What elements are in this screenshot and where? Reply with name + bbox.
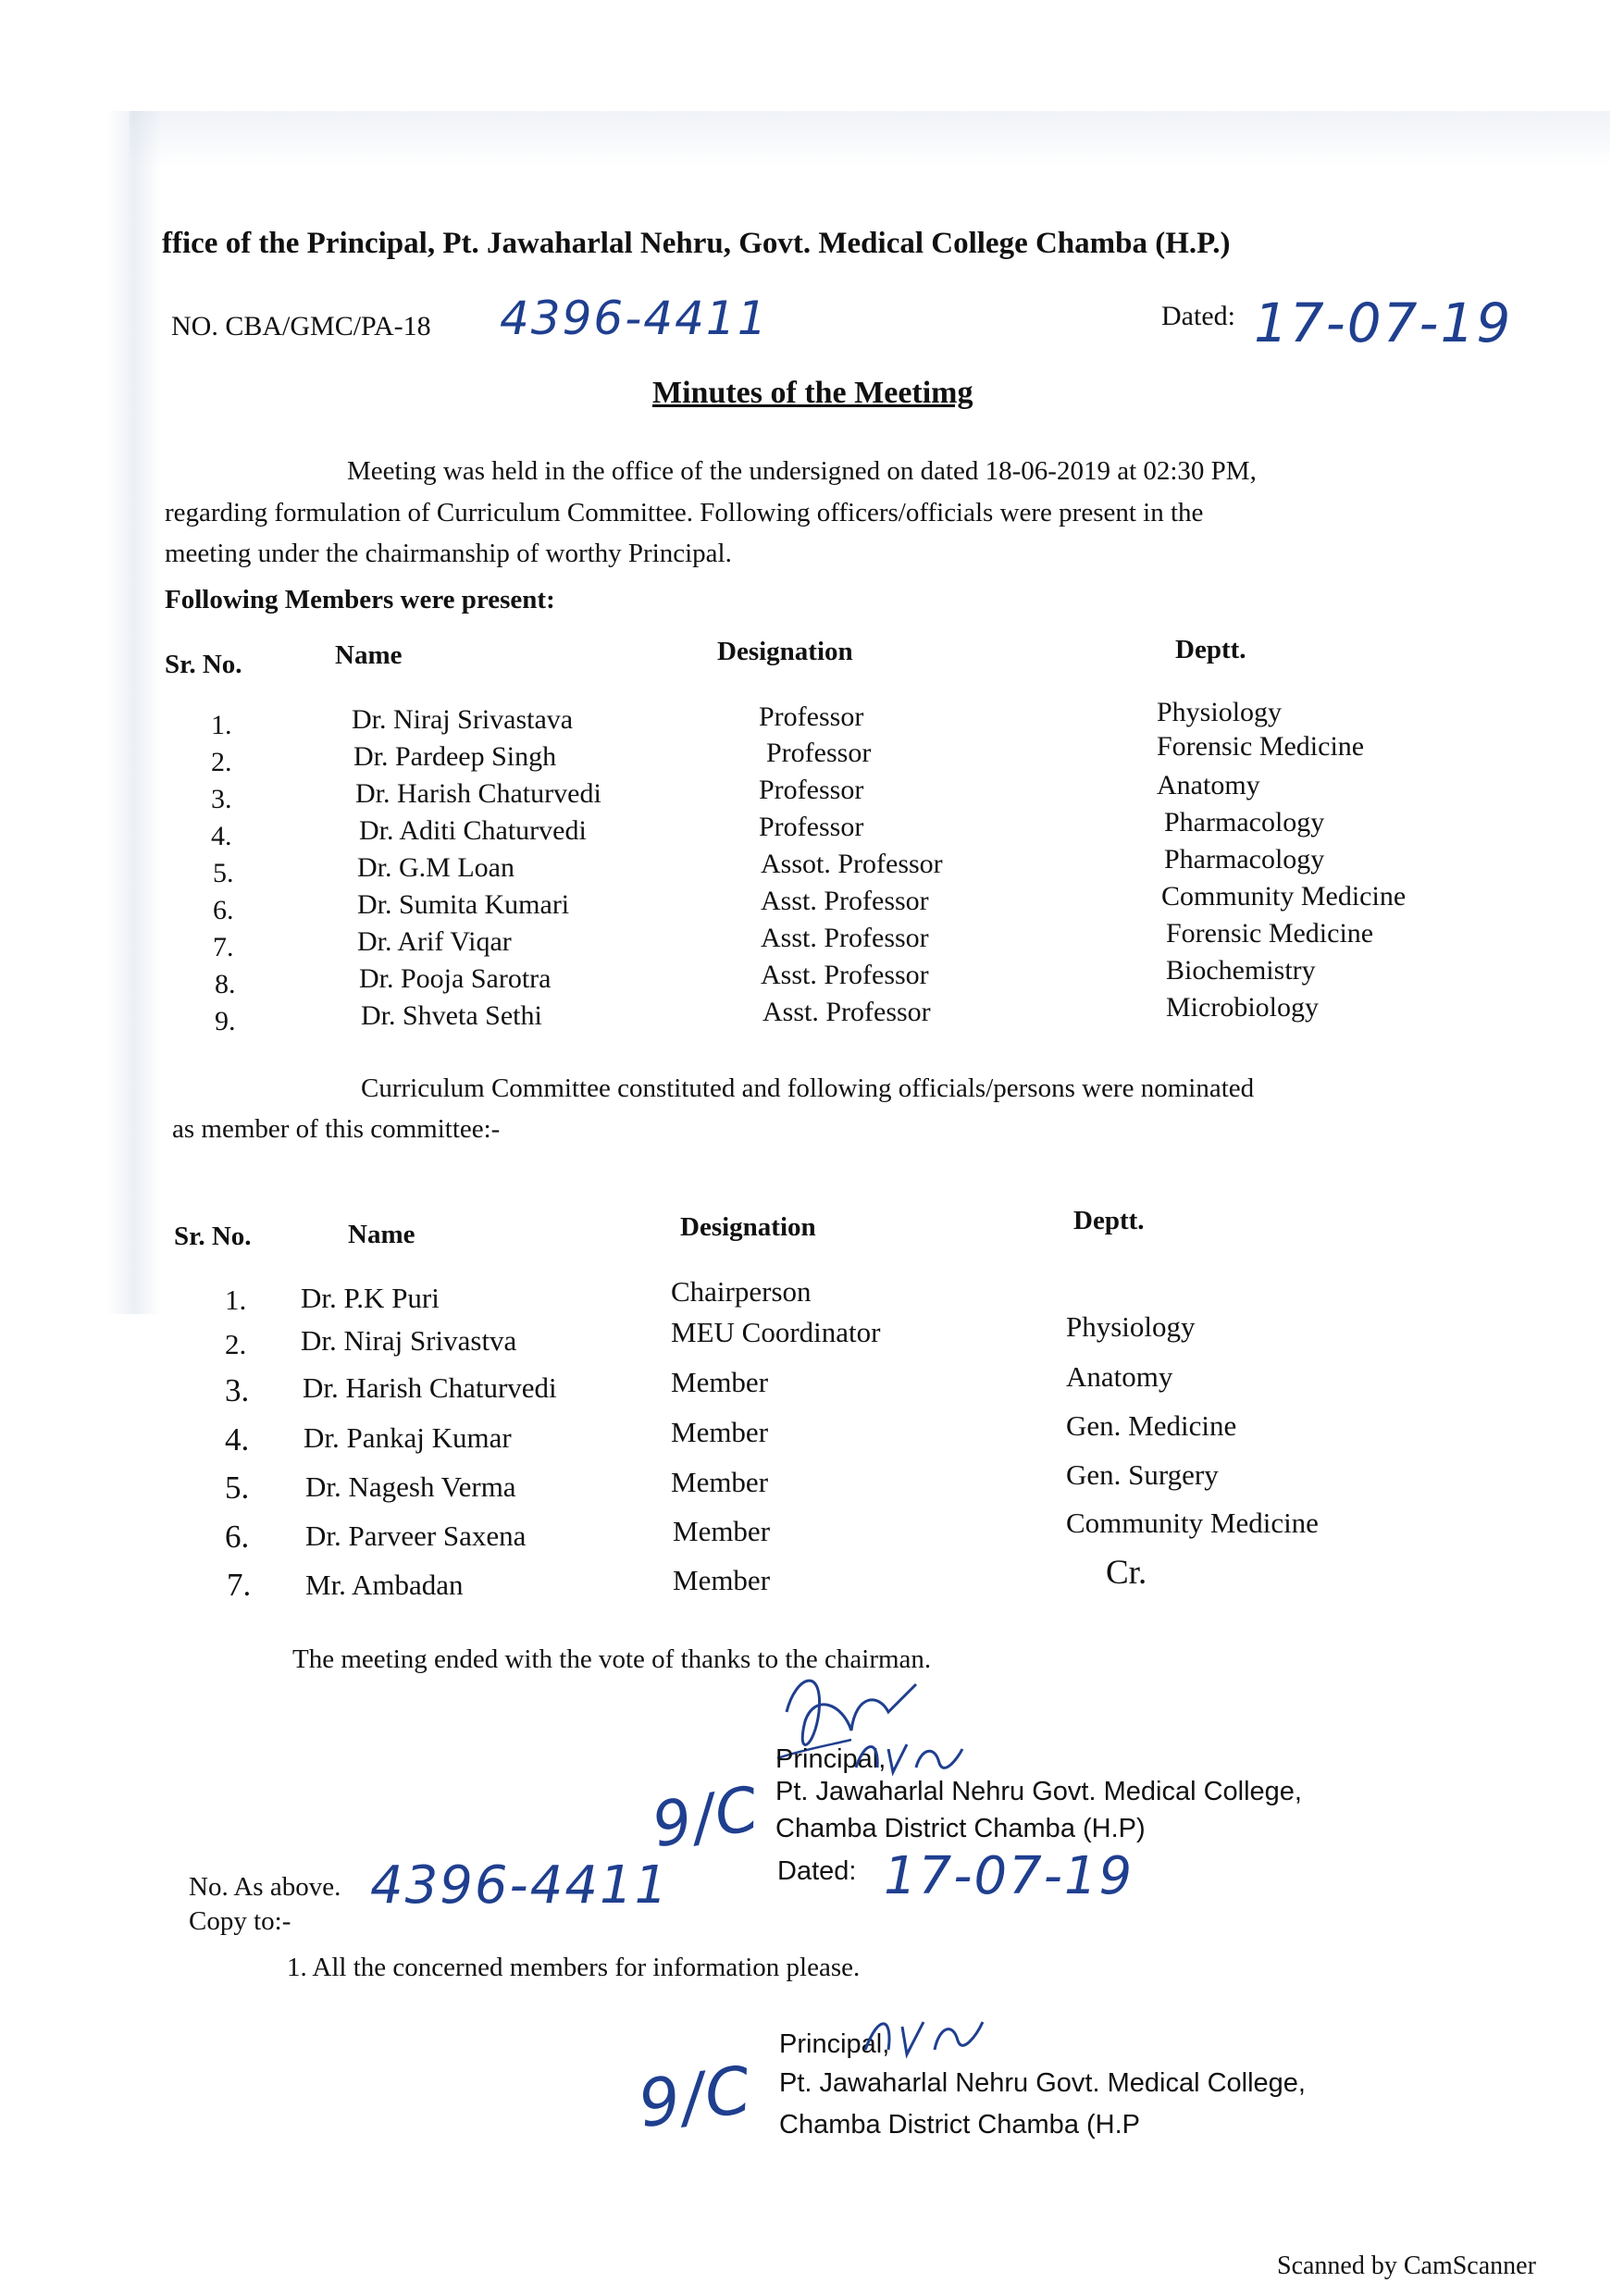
signature2-district: Chamba District Chamba (H.P (779, 2110, 1140, 2140)
committee-line-2: as member of this committee:- (172, 1114, 501, 1144)
table1-sr: 6. (213, 895, 234, 925)
table1-dept: Anatomy (1157, 770, 1260, 800)
table1-dept: Pharmacology (1164, 844, 1325, 875)
table1-name: Dr. Pooja Sarotra (359, 963, 552, 994)
dated-label: Dated: (1161, 301, 1235, 331)
table1-header-sr: Sr. No. (165, 650, 242, 679)
principal-signature-2 (861, 2003, 990, 2068)
table2-dept: Gen. Surgery (1066, 1458, 1219, 1491)
signature1-district: Chamba District Chamba (H.P) (775, 1814, 1146, 1843)
table1-designation: Professor (759, 812, 864, 842)
table1-sr: 5. (213, 858, 234, 888)
handwritten-ref-number: 4396-4411 (500, 292, 769, 345)
table2-name: Dr. Parveer Saxena (305, 1520, 527, 1552)
table2-sr: 4. (225, 1421, 250, 1458)
table1-name: Dr. Niraj Srivastava (352, 704, 574, 735)
document-title: Minutes of the Meetimg (652, 376, 973, 410)
table2-name: Dr. Niraj Srivastva (301, 1324, 517, 1357)
table2-sr: 2. (225, 1328, 247, 1360)
table1-designation: Professor (759, 701, 864, 732)
copy-to-label: Copy to:- (189, 1906, 291, 1936)
handwritten-oc-mark-1: 9/C (647, 1772, 766, 1862)
table2-designation: Member (671, 1366, 769, 1398)
table2-dept: Cr. (1106, 1554, 1147, 1592)
table2-sr: 3. (225, 1372, 250, 1408)
table1-designation: Professor (759, 775, 864, 805)
table1-designation: Asst. Professor (762, 997, 931, 1027)
table2-header-designation: Designation (680, 1212, 816, 1242)
table1-sr: 1. (211, 710, 232, 740)
table2-designation: Member (671, 1416, 769, 1448)
table2-name: Dr. Pankaj Kumar (304, 1421, 512, 1454)
copy-handwritten-number: 4396-4411 (370, 1855, 670, 1916)
signature1-dated-label: Dated: (777, 1856, 857, 1886)
table1-header-name: Name (335, 640, 403, 670)
handwritten-date: 17-07-19 (1254, 292, 1513, 354)
signature2-role: Principal, (779, 2029, 890, 2059)
scan-artifact-top (130, 111, 1610, 167)
table1-name: Dr. Aditi Chaturvedi (359, 815, 587, 846)
committee-line-1: Curriculum Committee constituted and following officials/persons were nominated (361, 1073, 1255, 1103)
table2-designation: MEU Coordinator (671, 1316, 881, 1348)
table2-sr: 5. (225, 1470, 250, 1506)
table1-name: Dr. G.M Loan (357, 852, 514, 883)
copy-no-label: No. As above. (189, 1872, 341, 1902)
table1-sr: 4. (211, 821, 232, 851)
table2-dept: Community Medicine (1066, 1507, 1319, 1539)
table1-name: Dr. Sumita Kumari (357, 889, 570, 920)
table1-sr: 7. (213, 932, 234, 962)
signature1-handwritten-date: 17-07-19 (884, 1846, 1134, 1906)
table1-dept: Pharmacology (1164, 807, 1325, 837)
table2-name: Mr. Ambadan (305, 1569, 464, 1601)
signature1-college: Pt. Jawaharlal Nehru Govt. Medical College, (775, 1777, 1302, 1806)
table1-dept: Biochemistry (1166, 955, 1316, 986)
table1-dept: Physiology (1157, 697, 1283, 727)
table1-name: Dr. Harish Chaturvedi (355, 778, 601, 809)
table1-dept: Forensic Medicine (1166, 918, 1374, 949)
table2-designation: Member (671, 1466, 769, 1498)
table1-dept: Community Medicine (1161, 881, 1407, 912)
table2-designation: Member (673, 1564, 771, 1596)
table1-designation: Asst. Professor (761, 923, 929, 953)
table2-designation: Member (673, 1515, 771, 1547)
table1-name: Dr. Pardeep Singh (353, 741, 557, 772)
table1-designation: Assot. Professor (761, 849, 943, 879)
table1-name: Dr. Arif Viqar (357, 926, 512, 957)
copy-item-1: 1. All the concerned members for information please. (287, 1953, 861, 1982)
table1-designation: Professor (766, 738, 872, 768)
table1-sr: 9. (215, 1006, 236, 1036)
table2-name: Dr. P.K Puri (301, 1282, 440, 1314)
table1-name: Dr. Shveta Sethi (361, 1000, 542, 1031)
table1-designation: Asst. Professor (761, 960, 929, 990)
table2-header-sr: Sr. No. (174, 1222, 252, 1251)
table1-dept: Forensic Medicine (1157, 731, 1365, 762)
ref-number-prefix: NO. CBA/GMC/PA-18 (171, 311, 431, 341)
paragraph-line-1: Meeting was held in the office of the undersigned on dated 18-06-2019 at 02:30 PM, (347, 456, 1257, 486)
table1-header-dept: Deptt. (1175, 635, 1246, 664)
members-heading: Following Members were present: (165, 585, 555, 614)
table2-header-name: Name (348, 1220, 415, 1249)
table2-sr: 7. (227, 1567, 252, 1603)
table1-dept: Microbiology (1166, 992, 1319, 1023)
table2-dept: Gen. Medicine (1066, 1409, 1237, 1442)
table1-sr: 2. (211, 747, 232, 777)
scan-artifact-streak (106, 111, 162, 1314)
table2-sr: 1. (225, 1284, 247, 1316)
closing-line: The meeting ended with the vote of thanks to the chairman. (292, 1644, 932, 1674)
signature2-college: Pt. Jawaharlal Nehru Govt. Medical College, (779, 2068, 1306, 2098)
table2-name: Dr. Nagesh Verma (305, 1470, 516, 1503)
table1-designation: Asst. Professor (761, 886, 929, 916)
table1-sr: 3. (211, 784, 232, 814)
paragraph-line-3: meeting under the chairmanship of worthy Principal. (165, 539, 732, 568)
table2-dept: Physiology (1066, 1310, 1196, 1343)
table1-sr: 8. (215, 969, 236, 999)
handwritten-oc-mark-2: 9/C (633, 2051, 758, 2143)
scanner-footer: Scanned by CamScanner (1277, 2252, 1536, 2280)
signature1-role: Principal, (775, 1744, 886, 1774)
table2-sr: 6. (225, 1519, 250, 1555)
table2-dept: Anatomy (1066, 1360, 1173, 1393)
table1-header-designation: Designation (717, 637, 853, 666)
table2-name: Dr. Harish Chaturvedi (303, 1371, 557, 1404)
table2-designation: Chairperson (671, 1275, 812, 1308)
paragraph-line-2: regarding formulation of Curriculum Committee. Following officers/officials were present in the (165, 498, 1204, 527)
table2-header-dept: Deptt. (1073, 1206, 1145, 1235)
office-header: ffice of the Principal, Pt. Jawaharlal Nehru, Govt. Medical College Chamba (H.P.) (162, 227, 1231, 260)
